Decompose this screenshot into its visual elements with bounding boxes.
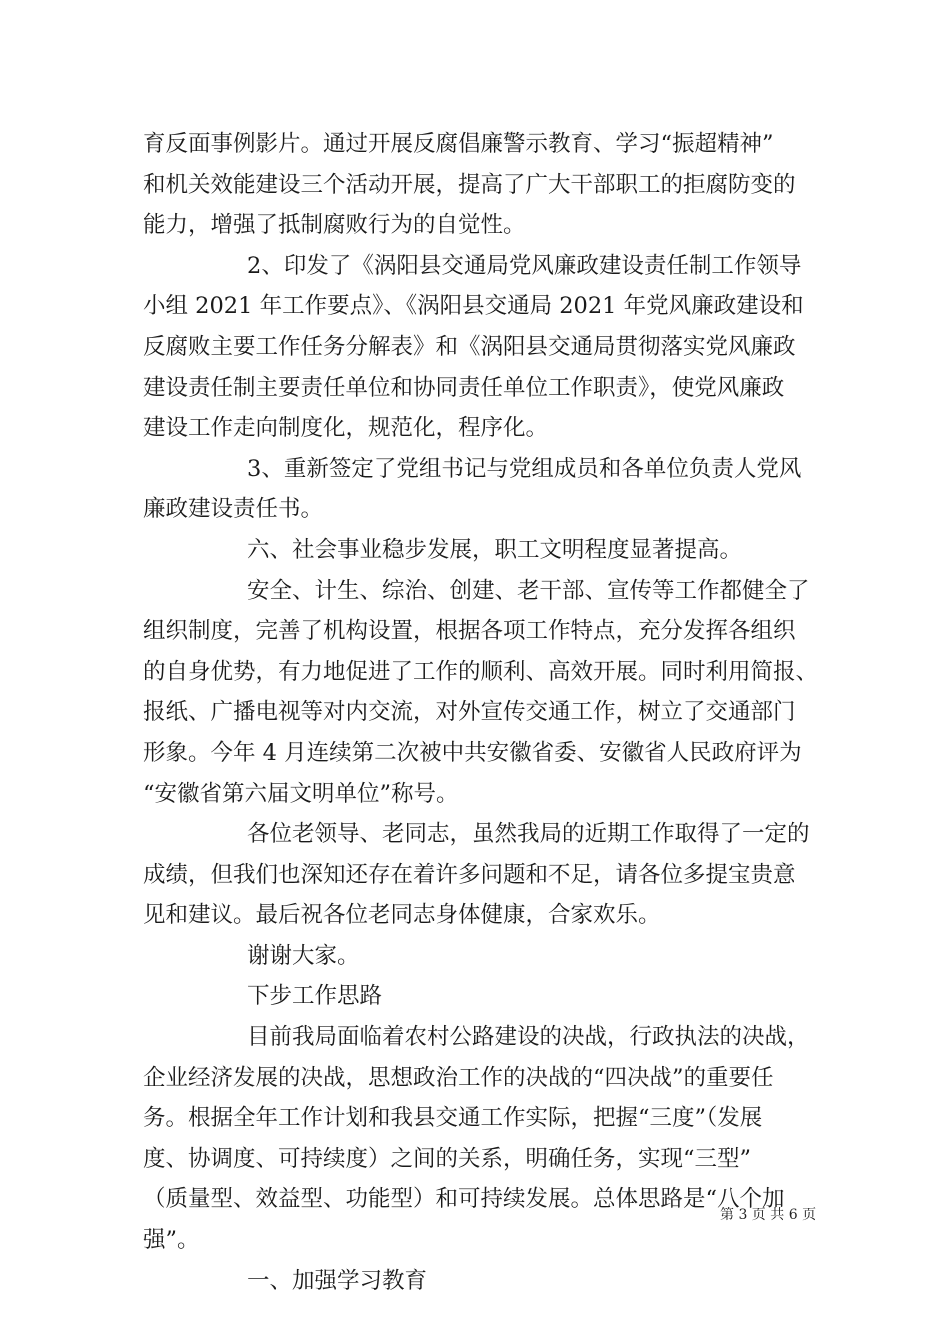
text-line: 建设工作走向制度化，规范化，程序化。	[143, 415, 549, 442]
text-line: 强”。	[143, 1227, 200, 1254]
text-line: 建设责任制主要责任单位和协同责任单位工作职责》，使党风廉政	[143, 374, 785, 401]
text-line: 组织制度，完善了机构设置，根据各项工作特点，充分发挥各组织	[143, 618, 796, 645]
text-line: 见和建议。最后祝各位老同志身体健康，合家欢乐。	[143, 902, 661, 929]
text-line: 的自身优势，有力地促进了工作的顺利、高效开展。同时利用简报、	[143, 658, 819, 685]
text-line: 成绩，但我们也深知还存在着许多问题和不足，请各位多提宝贵意	[143, 861, 796, 888]
body-text	[143, 124, 819, 1301]
text-line: 反腐败主要工作任务分解表》和《涡阳县交通局贯彻落实党风廉政	[143, 333, 796, 360]
text-line: 务。根据全年工作计划和我县交通工作实际，把握“三度”（发展	[143, 1105, 763, 1132]
text-line: 能力，增强了抵制腐败行为的自觉性。	[143, 212, 526, 239]
text-line: 安全、计生、综治、创建、老干部、宣传等工作都健全了	[247, 577, 810, 604]
text-line: 各位老领导、老同志，虽然我局的近期工作取得了一定的	[247, 821, 810, 848]
text-line: 3、重新签定了党组书记与党组成员和各单位负责人党风	[247, 455, 802, 482]
text-line: 企业经济发展的决战，思想政治工作的决战的“四决战”的重要任	[143, 1064, 774, 1091]
page-footer: 第 3 页 共 6 页	[720, 1207, 817, 1223]
text-line: 和机关效能建设三个活动开展，提高了广大干部职工的拒腐防变的	[143, 171, 796, 198]
text-line: 2、印发了《涡阳县交通局党风廉政建设责任制工作领导	[247, 252, 802, 279]
text-line: 六、社会事业稳步发展，职工文明程度显著提高。	[247, 536, 743, 563]
text-line: 度、协调度、可持续度）之间的关系，明确任务，实现“三型”	[143, 1145, 752, 1172]
text-line: 廉政建设责任书。	[143, 496, 324, 523]
text-line: 报纸、广播电视等对内交流，对外宣传交通工作，树立了交通部门	[143, 699, 796, 726]
text-line: 目前我局面临着农村公路建设的决战，行政执法的决战，	[247, 1024, 810, 1051]
text-line: “安徽省第六届文明单位”称号。	[143, 780, 459, 807]
text-line: 形象。今年 4 月连续第二次被中共安徽省委、安徽省人民政府评为	[143, 739, 802, 766]
text-line: 育反面事例影片。通过开展反腐倡廉警示教育、学习“振超精神”	[143, 131, 774, 157]
text-line: 一、加强学习教育	[247, 1267, 428, 1294]
text-line: 谢谢大家。	[247, 942, 360, 969]
text-line: （质量型、效益型、功能型）和可持续发展。总体思路是“八个加	[143, 1186, 785, 1213]
text-line: 小组 2021 年工作要点》、《涡阳县交通局 2021 年党风廉政建设和	[143, 293, 804, 320]
text-line: 下步工作思路	[247, 983, 383, 1010]
